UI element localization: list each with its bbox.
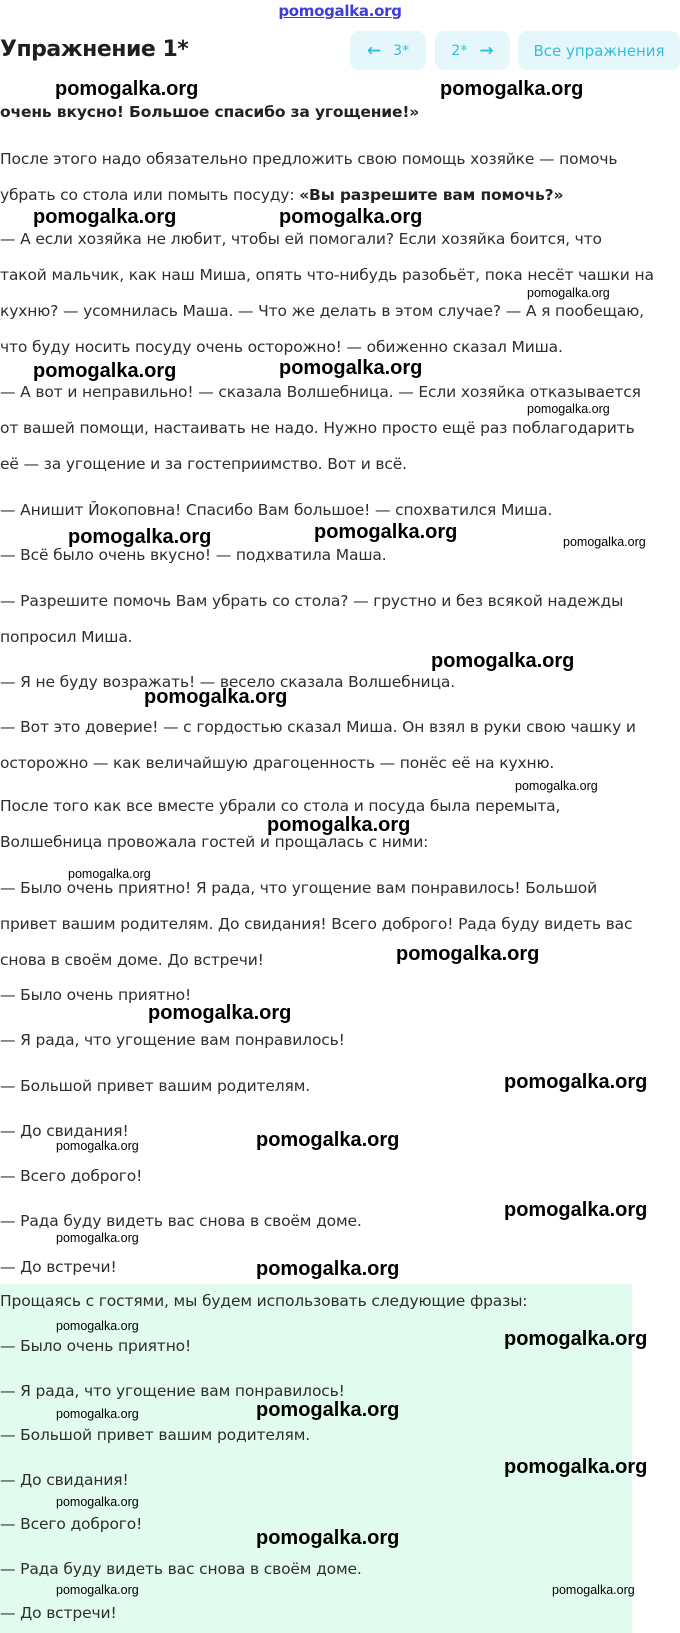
text-line: что буду носить посуду очень осторожно! — обиженно сказал Миша. <box>0 338 563 356</box>
watermark: pomogalka.org <box>279 206 423 228</box>
watermark: pomogalka.org <box>504 1199 648 1221</box>
answer-line: — До свидания! <box>0 1471 129 1489</box>
watermark: pomogalka.org <box>552 1583 635 1597</box>
exercise-header <box>0 31 680 71</box>
text-line: очень вкусно! Большое спасибо за угощение!» <box>0 103 420 121</box>
text-line: — Всего доброго! <box>0 1167 143 1185</box>
prev-exercise-button[interactable] <box>350 31 426 70</box>
text-line: — А вот и неправильно! — сказала Волшебница. — Если хозяйка отказывается <box>0 383 641 401</box>
watermark: pomogalka.org <box>33 206 177 228</box>
watermark: pomogalka.org <box>440 78 584 100</box>
watermark: pomogalka.org <box>56 1495 139 1509</box>
watermark: pomogalka.org <box>55 78 199 100</box>
text-line: привет вашим родителям. До свидания! Всего доброго! Рада буду видеть вас <box>0 915 633 933</box>
text-line: — До свидания! <box>0 1122 129 1140</box>
text-line: — Было очень приятно! <box>0 986 192 1004</box>
text-line: Волшебница провожала гостей и прощалась с ними: <box>0 833 429 851</box>
text-line: снова в своём доме. До встречи! <box>0 951 264 969</box>
watermark: pomogalka.org <box>56 1583 139 1597</box>
watermark: pomogalka.org <box>56 1231 139 1245</box>
watermark: pomogalka.org <box>256 1527 400 1549</box>
text-line: кухню? — усомнилась Маша. — Что же делать в этом случае? — А я пообещаю, <box>0 302 644 320</box>
watermark: pomogalka.org <box>56 1319 139 1333</box>
text-line: — Я рада, что угощение вам понравилось! <box>0 1031 345 1049</box>
text-line: — Вот это доверие! — с гордостью сказал Миша. Он взял в руки свою чашку и <box>0 718 636 736</box>
text-line: такой мальчик, как наш Миша, опять что-нибудь разобьёт, пока несёт чашки на <box>0 266 654 284</box>
text-line: попросил Миша. <box>0 628 133 646</box>
next-exercise-button[interactable] <box>435 31 510 70</box>
text-line: — Всё было очень вкусно! — подхватила Маша. <box>0 546 387 564</box>
watermark: pomogalka.org <box>256 1258 400 1280</box>
text-line: — Было очень приятно! Я рада, что угощение вам понравилось! Большой <box>0 879 598 897</box>
next-exercise-label: 2* <box>451 42 468 59</box>
top-watermark-link[interactable]: pomogalka.org <box>278 2 402 20</box>
watermark: pomogalka.org <box>144 686 288 708</box>
answer-line: — Большой привет вашим родителям. <box>0 1426 311 1444</box>
watermark: pomogalka.org <box>504 1328 648 1350</box>
watermark: pomogalka.org <box>56 1407 139 1421</box>
prev-exercise-label: 3* <box>393 42 410 59</box>
watermark: pomogalka.org <box>504 1456 648 1478</box>
text-line: её — за угощение и за гостеприимство. Вот и всё. <box>0 455 407 473</box>
all-exercises-button[interactable]: Все упражнения <box>518 31 680 70</box>
text-line: — До встречи! <box>0 1258 117 1276</box>
watermark: pomogalka.org <box>527 286 610 300</box>
text-line: осторожно — как величайшую драгоценность — понёс её на кухню. <box>0 754 555 772</box>
text-line: убрать со стола или помыть посуду: «Вы разрешите вам помочь?» <box>0 186 564 204</box>
answer-line: — Было очень приятно! <box>0 1337 192 1355</box>
watermark: pomogalka.org <box>256 1399 400 1421</box>
arrow-right-icon: → <box>479 40 494 61</box>
watermark: pomogalka.org <box>148 1002 292 1024</box>
arrow-left-icon: ← <box>366 40 382 61</box>
text-line: — Большой привет вашим родителям. <box>0 1077 311 1095</box>
answer-intro: Прощаясь с гостями, мы будем использовать следующие фразы: <box>0 1292 528 1310</box>
text-line: После этого надо обязательно предложить свою помощь хозяйке — помочь <box>0 150 618 168</box>
watermark: pomogalka.org <box>256 1129 400 1151</box>
answer-line: — Я рада, что угощение вам понравилось! <box>0 1382 345 1400</box>
answer-line: — Всего доброго! <box>0 1515 143 1533</box>
watermark: pomogalka.org <box>68 867 151 881</box>
watermark: pomogalka.org <box>56 1139 139 1153</box>
page-title: Упражнение 1* <box>0 37 189 62</box>
text-line: — Рада буду видеть вас снова в своём доме. <box>0 1212 362 1230</box>
text-line: от вашей помощи, настаивать не надо. Нужно просто ещё раз поблагодарить <box>0 419 635 437</box>
text-line: — Разрешите помочь Вам убрать со стола? — грустно и без всякой надежды <box>0 592 624 610</box>
watermark: pomogalka.org <box>504 1071 648 1093</box>
text-line: — Анишит Йокоповна! Спасибо Вам большое! — спохватился Миша. <box>0 501 553 519</box>
watermark: pomogalka.org <box>527 402 610 416</box>
watermark: pomogalka.org <box>563 535 646 549</box>
text-line: После того как все вместе убрали со стола и посуда была перемыта, <box>0 797 561 815</box>
text-line: — А если хозяйка не любит, чтобы ей помогали? Если хозяйка боится, что <box>0 230 602 248</box>
answer-line: — Рада буду видеть вас снова в своём доме. <box>0 1560 362 1578</box>
watermark: pomogalka.org <box>396 943 540 965</box>
watermark: pomogalka.org <box>279 357 423 379</box>
watermark: pomogalka.org <box>515 779 598 793</box>
watermark: pomogalka.org <box>431 650 575 672</box>
watermark: pomogalka.org <box>68 526 212 548</box>
watermark: pomogalka.org <box>33 360 177 382</box>
watermark: pomogalka.org <box>267 814 411 836</box>
watermark: pomogalka.org <box>314 521 458 543</box>
text-line: — Я не буду возражать! — весело сказала Волшебница. <box>0 673 455 691</box>
answer-line: — До встречи! <box>0 1604 117 1622</box>
